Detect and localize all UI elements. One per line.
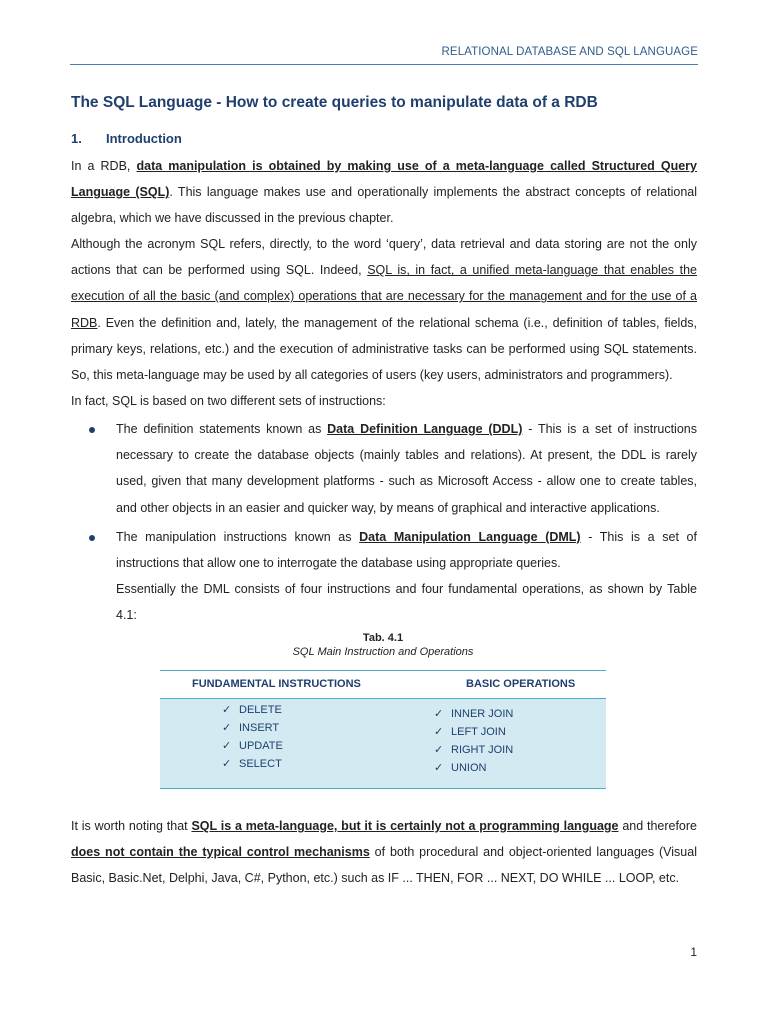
paragraph-text: In a RDB,: [71, 159, 137, 173]
paragraph-text: of both procedural and object-oriented languages (Visual Basic, Basic.Net, Delphi, Java, C#, Python, etc.) such as IF ... THEN, FOR ... NEXT, DO WHILE ... LOOP, etc.: [71, 845, 697, 886]
list-item: [434, 741, 606, 759]
list-item-text: [116, 524, 697, 576]
operation-label: INNER JOIN: [451, 708, 514, 720]
table-caption: [160, 631, 606, 660]
list-text: The definition statements known as: [116, 422, 328, 436]
list-item-text: [116, 416, 697, 521]
emphasis-text: SQL is a meta-language, but it is certainly not a programming language: [191, 819, 619, 833]
dml-term: Data Manipulation Language (DML): [359, 529, 581, 544]
paragraph-intro: [71, 153, 697, 232]
section-title: Introduction: [106, 131, 182, 146]
instruction-label: UPDATE: [239, 740, 283, 752]
section-number: 1.: [71, 131, 82, 146]
running-header: RELATIONAL DATABASE AND SQL LANGUAGE: [441, 46, 698, 58]
list-item: [434, 759, 606, 777]
column-header-instructions: FUNDAMENTAL INSTRUCTIONS: [192, 678, 361, 690]
column-header-operations: BASIC OPERATIONS: [466, 678, 576, 690]
checkmark-icon: ✓: [434, 744, 444, 756]
checkmark-icon: ✓: [222, 758, 232, 770]
checkmark-icon: ✓: [222, 704, 232, 716]
list-item: [434, 705, 606, 723]
page-number: 1: [690, 945, 697, 959]
list-item: [222, 737, 376, 755]
table-caption-text: SQL Main Instruction and Operations: [292, 646, 474, 658]
table-body-row: [160, 699, 606, 789]
bullet-icon: [89, 535, 95, 541]
list-item: [434, 723, 606, 741]
paragraph-text: Although the acronym SQL refers, directly, to the word ‘query’, data retrieval and data storing are not the only actions that can be performed using SQL. Indeed,: [71, 237, 697, 278]
instructions-cell: [160, 699, 376, 788]
table-header-row: [160, 671, 606, 699]
operation-label: LEFT JOIN: [451, 726, 506, 738]
list-item: [222, 755, 376, 773]
section-heading: [71, 131, 182, 146]
emphasis-text: does not contain the typical control mechanisms: [71, 845, 370, 860]
instructions-table: [160, 670, 606, 789]
header-rule: [70, 64, 698, 65]
paragraph-text: . This language makes use and operationally implements the abstract concepts of relational algebra, which we have discussed in the previous chapter.: [71, 185, 697, 226]
checkmark-icon: ✓: [222, 740, 232, 752]
list-item-ddl: [71, 416, 697, 521]
paragraph-text: . Even the definition and, lately, the management of the relational schema (i.e., definition of tables, fields, primary keys, relations, etc.) and the execution of administrative tasks can be performed using SQL statements. So, this meta-language may be used by all categories of users (key users, administrators and programmers).: [71, 315, 697, 383]
instruction-set-list: [71, 416, 697, 629]
operation-label: RIGHT JOIN: [451, 744, 514, 756]
paragraph-not-programming: [71, 813, 697, 892]
emphasis-text: data manipulation is obtained by making use of a meta-language called Structured Query Language (SQL): [71, 159, 698, 200]
ddl-term: Data Definition Language (DDL): [327, 422, 523, 436]
table-label: Tab. 4.1: [362, 632, 404, 644]
paragraph-sql-scope: [71, 231, 697, 388]
instruction-label: DELETE: [239, 704, 282, 716]
instruction-label: SELECT: [239, 758, 282, 770]
operation-label: UNION: [451, 762, 487, 774]
checkmark-icon: ✓: [434, 708, 444, 720]
list-text: - This is a set of instructions that allow one to interrogate the database using appropriate queries.: [116, 529, 697, 571]
checkmark-icon: ✓: [434, 762, 444, 774]
checkmark-icon: ✓: [434, 726, 444, 738]
list-item: [222, 701, 376, 719]
list-text: The manipulation instructions known as: [116, 529, 360, 544]
paragraph-text: It is worth noting that: [71, 819, 192, 833]
underlined-text: SQL is, in fact, a unified meta-language that enables the execution of all the basic (and complex) operations that are necessary for the management and for the use of a RDB: [71, 263, 697, 330]
list-item: [222, 719, 376, 737]
paragraph-text: and therefore: [618, 819, 698, 833]
list-item-dml: [71, 524, 697, 629]
bullet-icon: [89, 427, 95, 433]
checkmark-icon: ✓: [222, 722, 232, 734]
list-text: - This is a set of instructions necessary to create the database objects (mainly tables and relations). At present, the DDL is rarely used, given that many development platforms - such as Microsoft Access - allow one to create tables, and other objects in an easier and quicker way, by means of graphical and interactive applications.: [116, 422, 697, 515]
operations-cell: [376, 699, 606, 788]
paragraph-instruction-sets: In fact, SQL is based on two different sets of instructions:: [71, 394, 386, 408]
list-item-extra-text: Essentially the DML consists of four instructions and four fundamental operations, as shown by Table 4.1:: [116, 582, 697, 623]
instruction-label: INSERT: [239, 722, 280, 734]
page-title: The SQL Language - How to create queries to manipulate data of a RDB: [71, 94, 598, 111]
